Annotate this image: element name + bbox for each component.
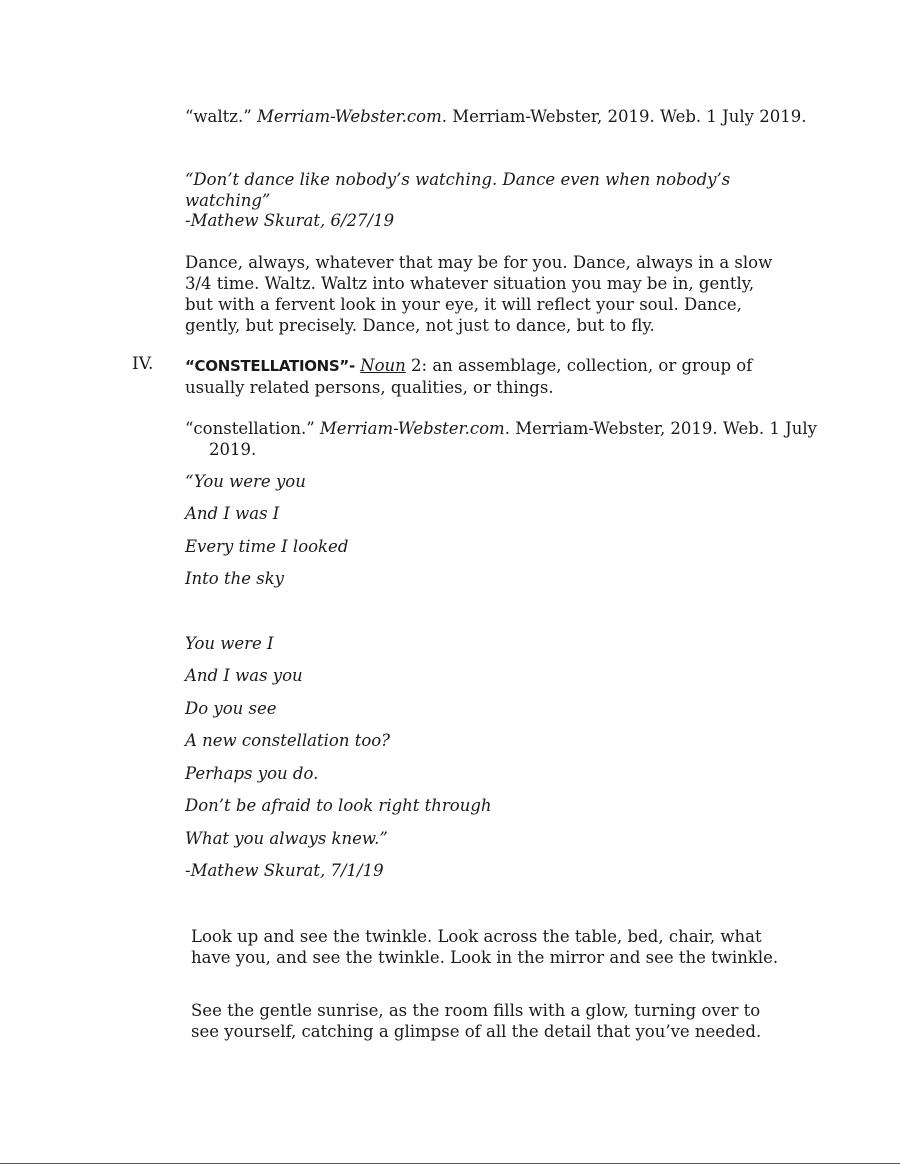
section-term: “CONSTELLATIONS”-: [185, 357, 355, 375]
reflection-paragraph-1: Look up and see the twinkle. Look across the table, bed, chair, what have you, and see the twinkle. Look in the mirror and see the twinkle.: [191, 927, 779, 967]
section-numeral: IV.: [132, 354, 154, 374]
quote-waltz-attribution: -Mathew Skurat, 6/27/19: [185, 211, 395, 230]
part-of-speech: Noun: [360, 356, 406, 375]
poem-line: “You were you: [185, 472, 306, 491]
citation-site: Merriam-Webster.com: [319, 419, 505, 438]
quote-waltz: “Don’t dance like nobody’s watching. Dance even when nobody’s watching”: [185, 170, 731, 210]
citation-site: Merriam-Webster.com: [256, 107, 442, 126]
reflection-paragraph-2: See the gentle sunrise, as the room fills with a glow, turning over to see yourself, catching a glimpse of all the detail that you’ve needed.: [191, 1001, 762, 1041]
poem-line: What you always knew.”: [185, 829, 388, 848]
poem-line: A new constellation too?: [185, 731, 391, 750]
poem-line: And I was you: [185, 666, 303, 685]
poem-line: And I was I: [185, 504, 280, 523]
poem-line: Into the sky: [185, 569, 285, 588]
citation-constellation: “constellation.” Merriam-Webster.com. Merriam-Webster, 2019. Web. 1 July 2019.: [185, 419, 817, 459]
section-iv-definition: “CONSTELLATIONS”- Noun 2: an assemblage, collection, or group of usually related persons, qualities, or things.: [185, 356, 753, 397]
poem-line: Do you see: [185, 699, 277, 718]
poem-line: You were I: [185, 634, 274, 653]
citation-waltz: “waltz.” Merriam-Webster.com. Merriam-Webster, 2019. Web. 1 July 2019.: [185, 107, 807, 126]
poem-line: Perhaps you do.: [185, 764, 319, 783]
poem-line: Don’t be afraid to look right through: [185, 796, 492, 815]
poem-attribution: -Mathew Skurat, 7/1/19: [185, 861, 384, 880]
poem-line: Every time I looked: [185, 537, 349, 556]
reflection-waltz: Dance, always, whatever that may be for you. Dance, always in a slow 3/4 time. Waltz. Waltz into whatever situation you may be in, gently, but with a fervent look in your eye, it will reflect your soul. Dance, gently, but precisely. Dance, not just to dance, but to fly.: [185, 253, 773, 335]
